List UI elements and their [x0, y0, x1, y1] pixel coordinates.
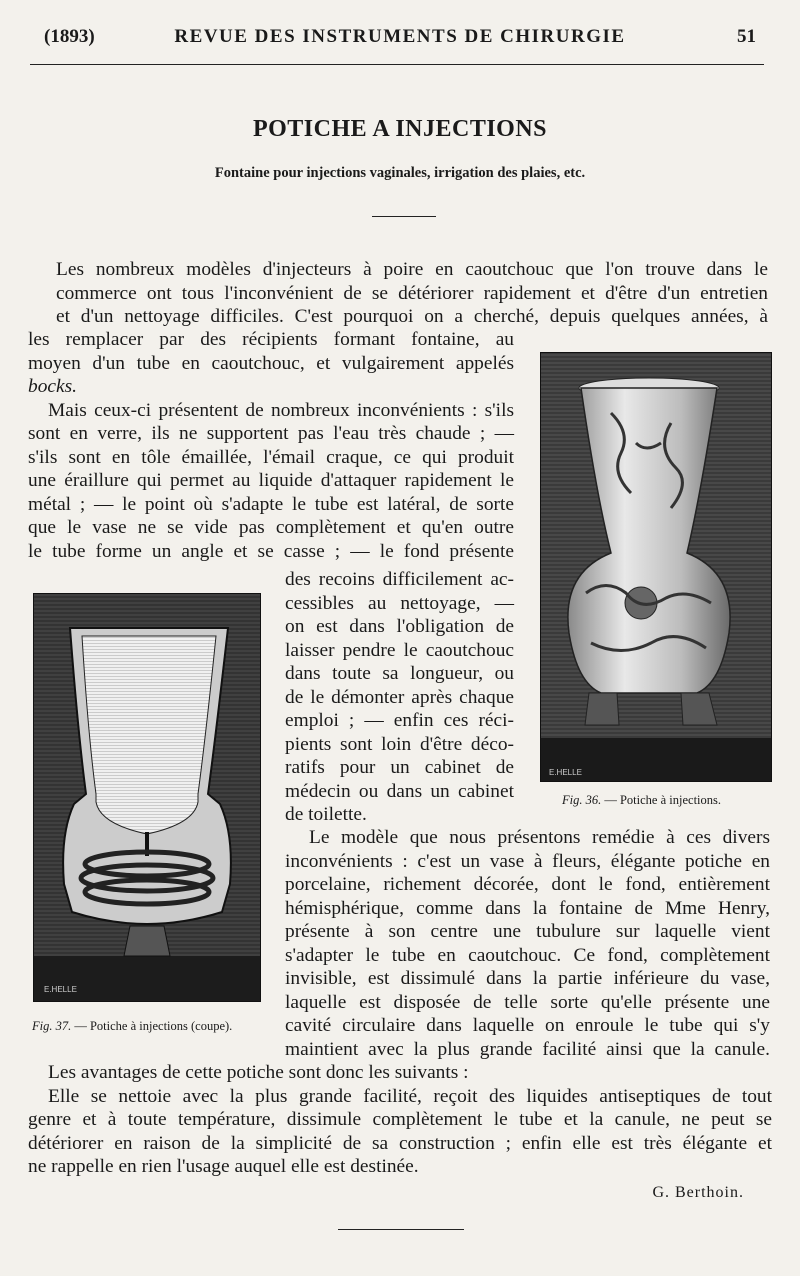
figure-37-label: Fig. 37. [32, 1019, 72, 1033]
vase-illustration [541, 353, 771, 781]
text-line: que le vase ne se vide pas complètement et qu'en outre [28, 517, 514, 538]
title-divider [372, 216, 436, 217]
text-line: et d'un nettoyage difficiles. C'est pourquoi on a cherché, depuis quelques années, à [56, 306, 768, 327]
figure-37-caption [32, 1019, 232, 1034]
text-block-middle [285, 568, 514, 827]
text-line: Mais ceux-ci présentent de nombreux inconvénients : s'ils [48, 399, 514, 421]
figure-36-caption [562, 793, 721, 808]
text-line: le tube forme un angle et se casse ; — le fond présente [28, 540, 514, 562]
text-line: Elle se nettoie avec la plus grande facilité, reçoit des liquides antiseptiques de tout [48, 1085, 772, 1107]
figure-37-section-engraving [33, 593, 261, 1002]
text-line: Les avantages de cette potiche sont donc les suivants : [48, 1062, 469, 1083]
header-year: (1893) [44, 26, 95, 47]
author-signature: G. Berthoin. [652, 1184, 744, 1201]
figure-37-caption-text: — Potiche à injections (coupe). [74, 1019, 233, 1033]
article-subtitle: Fontaine pour injections vaginales, irrigation des plaies, etc. [214, 165, 586, 181]
text-line: Le modèle que nous présentons remédie à ces divers [309, 827, 770, 848]
text-line: détériorer en raison de la simplicité de sa construction ; enfin elle est très élégante et [28, 1132, 772, 1154]
text-line: bocks. [28, 376, 77, 397]
figure-36-label: Fig. 36. [562, 793, 602, 807]
text-line: laquelle est disposée de telle sorte qu'elle présente une [285, 991, 770, 1013]
text-line: présente à son centre une tubulure sur laquelle vient [285, 921, 770, 942]
text-line: on est dans l'obligation de [285, 616, 514, 637]
figure-36-vase-engraving [540, 352, 772, 782]
text-line: de toilette. [285, 804, 367, 825]
text-line: porcelaine, richement décorée, dont le fond, entièrement [285, 874, 770, 895]
article-title: POTICHE A INJECTIONS [252, 116, 548, 142]
text-line: ratifs pour un cabinet de [285, 757, 514, 778]
text-line: maintient avec la plus grande facilité ainsi que la canule. [285, 1038, 770, 1060]
section-illustration [34, 594, 260, 1001]
text-line: commerce ont tous l'inconvénient de se détériorer rapidement et d'être d'un entretien [56, 282, 768, 304]
header-rule [30, 64, 764, 65]
engraver-signature: E.HELLE [44, 985, 77, 994]
text-line: s'adapter le tube en caoutchouc. Ce fond, complètement [285, 944, 770, 966]
text-line: laisser pendre le caoutchouc [285, 639, 514, 661]
figure-36-caption-text: — Potiche à injections. [604, 793, 722, 807]
text-line: s'ils sont en tôle émaillée, l'émail craque, ce qui produit [28, 446, 514, 468]
text-line: les remplacer par des récipients formant fontaine, au [28, 329, 514, 350]
text-line: des recoins difficilement ac- [285, 569, 514, 590]
text-line: Les nombreux modèles d'injecteurs à poire en caoutchouc que l'on trouve dans le [56, 259, 768, 280]
text-line: cessibles au nettoyage, — [285, 592, 514, 614]
text-line: inconvénients : c'est un vase à fleurs, élégante potiche en [285, 850, 770, 872]
text-line: moyen d'un tube en caoutchouc, et vulgairement appelés [28, 352, 514, 374]
text-line: métal ; — le point où s'adapte le tube est latéral, de sorte [28, 493, 514, 515]
text-line: sont en verre, ils ne supportent pas l'eau très chaude ; — [28, 423, 514, 444]
end-rule [338, 1229, 464, 1230]
text-line: invisible, est dissimulé dans la partie inférieure du vase, [285, 968, 770, 989]
page-number: 51 [737, 26, 756, 47]
text-line: emploi ; — enfin ces réci- [285, 710, 514, 731]
header-journal-title: REVUE DES INSTRUMENTS DE CHIRURGIE [174, 26, 626, 47]
text-line: genre et à toute température, dissimule complètement le tube et la canule, ne peut se [28, 1109, 772, 1130]
text-line: hémisphérique, comme dans la fontaine de Mme Henry, [285, 897, 770, 919]
text-line: une éraillure qui permet au liquide d'attaquer rapidement le [28, 470, 514, 491]
text-block-left [28, 328, 514, 563]
text-block-intro [56, 258, 768, 329]
text-line: pients sont loin d'être déco- [285, 733, 514, 755]
text-line: cavité circulaire dans laquelle on enroule le tube qui s'y [285, 1015, 770, 1036]
text-line: ne rappelle en rien l'usage auquel elle est destinée. [28, 1156, 419, 1177]
text-block-right [285, 826, 770, 1061]
text-line: dans toute sa longueur, ou [285, 663, 514, 684]
engraver-signature: E.HELLE [549, 768, 582, 777]
text-line: de le démonter après chaque [285, 686, 514, 708]
text-line: médecin ou dans un cabinet [285, 780, 514, 802]
text-block-closing [28, 1061, 772, 1179]
running-header [44, 26, 756, 56]
